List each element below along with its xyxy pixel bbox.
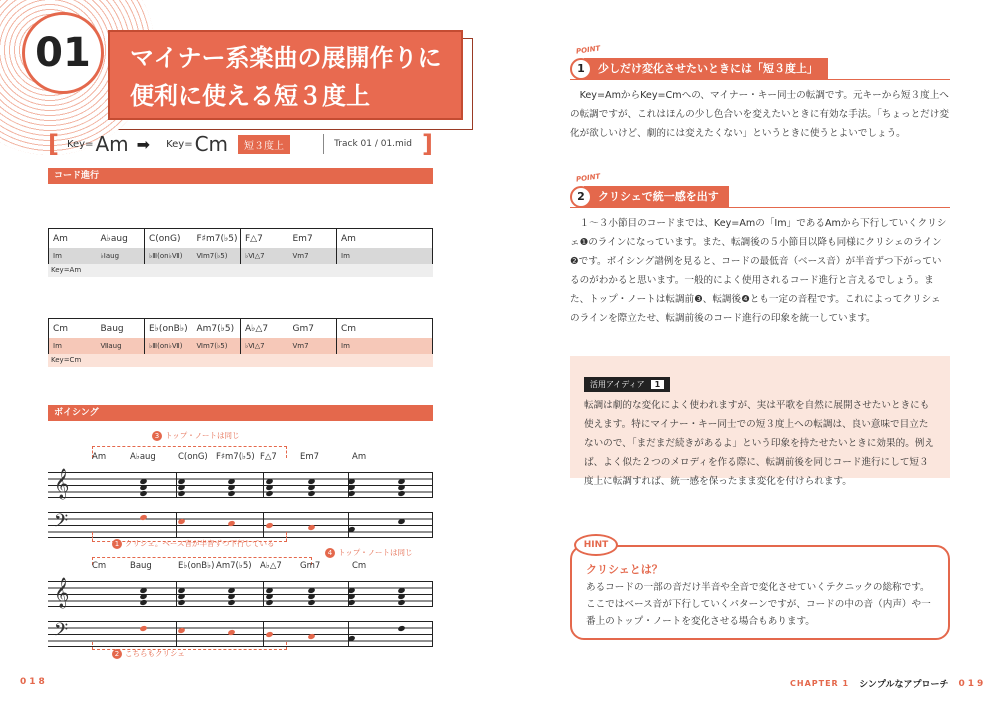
grid-cell: Ⅰm (53, 252, 62, 260)
page-number-left: 018 (20, 677, 48, 687)
grid-cell: Gm7 (292, 324, 314, 334)
bracket-right: ] (422, 130, 433, 158)
annotation-4 (325, 547, 413, 558)
staff-chord-label: Baug (130, 561, 152, 571)
grid-cell: Ⅴm7 (292, 252, 309, 260)
idea-text: 転調は劇的な変化によく使われますが、実は平歌を自然に展開させたいときにも使えます。特にマイナー・キー同士での短３度上への転調は、良い意味で目立たないので、「まだまだ続きがあるよ」という印象を持たせたいときに効果的。例えば、よく似た２つのメロディを作る際に、転調前後を同じコード進行にして短３度上に転調すれば、統一感を保ったまま変化を付けられます。 (584, 400, 934, 487)
bracket-left: [ (48, 130, 59, 158)
staff-chord-label: E♭(onB♭) (178, 561, 215, 571)
point-1-body (570, 86, 950, 143)
staff-chord-label: Gm7 (300, 561, 321, 571)
grid-cell: ♭Ⅲ(on♭Ⅶ) (149, 342, 183, 350)
staff1-chord-labels (48, 452, 433, 466)
grid-cell: Ⅰm (341, 252, 350, 260)
point-2-text: １〜３小節目のコードまでは、Key=Amの「Ⅰm」であるAmから下行していくクリシェ❶のラインになっています。また、転調後の５小節目以降も同様にクリシェのライン❷です。ボイシング譜例を見ると、コードの最低音（ベース音）が半音ずつ下がっているのがわかると思います。一般的によく使用されるコード進行と言えるでしょう。また、トップ・ノートは転調前❸、転調後❹とも一定の音程です。これによってクリシェのラインを際立たせ、転調前後のコード進行の印象を統一しています。 (570, 218, 947, 324)
staff-chord-label: Cm (352, 561, 367, 571)
annotation-1 (112, 538, 274, 549)
point-1-title: 少しだけ変化させたいときには「短３度上」 (584, 58, 828, 80)
key-from: Am (95, 132, 129, 156)
grid-cell: Am7(♭5) (196, 324, 235, 334)
hint-box (570, 540, 950, 640)
grid-cell: Am (341, 234, 356, 244)
staff-chord-label: A♭aug (130, 452, 156, 462)
bass-clef-icon: 𝄢 (54, 620, 69, 645)
grid1-key-label: Key=Am (48, 264, 433, 277)
grid-cell: F△7 (245, 234, 263, 244)
idea-tag-label: 活用アイディア (590, 380, 645, 389)
point-2-number: 2 (570, 186, 592, 208)
chapter-name: シンプルなアプローチ (859, 680, 949, 690)
arrow-right-icon: ➡ (136, 134, 151, 154)
voicing-staff-2 (48, 561, 433, 647)
title-line-2: 便利に使える短３度上 (130, 82, 370, 110)
annotation-3-text: トップ・ノートは同じ (165, 431, 240, 440)
staff-chord-label: Am7(♭5) (216, 561, 252, 571)
chord-grid-cm (48, 318, 433, 367)
chapter-label: CHAPTER 1 (790, 679, 850, 688)
annotation-3 (152, 430, 240, 441)
marker-4: 4 (325, 548, 335, 558)
section-voicing: ボイシング (48, 405, 433, 421)
idea-tag (584, 377, 670, 392)
point-2-header (570, 186, 950, 208)
treble-clef-icon: 𝄞 (54, 469, 70, 499)
grid-cell: Em7 (292, 234, 313, 244)
divider (323, 134, 324, 154)
key-to-prefix: Key= (166, 138, 193, 150)
right-page (500, 0, 1000, 709)
grid-cell: Ⅵm7(♭5) (196, 342, 228, 350)
treble-clef-icon: 𝄞 (54, 578, 70, 608)
annotation-1-text: クリシェ。ベース音が半音ずつ下行している (125, 539, 275, 548)
point-1-text: Key=AmからKey=Cmへの、マイナー・キー同士の転調です。元キーから短３度上への転調ですが、これはほんの少し色合いを変えたいときに有効な手法。「ちょっとだけ変化が欲しいけど、劇的には変えたくない」というときに使うとよいでしょう。 (570, 90, 949, 139)
key-from-prefix: Key= (66, 138, 94, 150)
grid1-degree-row (48, 248, 433, 264)
grid-cell: Baug (100, 324, 124, 334)
annotation-2 (112, 648, 185, 659)
staff-chord-label: A♭△7 (260, 561, 282, 571)
key-change-line (48, 130, 433, 158)
idea-tag-number: 1 (651, 380, 665, 389)
idea-box (570, 356, 950, 487)
marker-1: 1 (112, 539, 122, 549)
grid-cell: Cm (53, 324, 69, 334)
grid2-key-label: Key=Cm (48, 354, 433, 367)
grid-cell: ♭Ⅲ(on♭Ⅶ) (149, 252, 183, 260)
staff2-chord-labels (48, 561, 433, 575)
page-number-right: 019 (958, 678, 987, 689)
point-2-title: クリシェで統一感を出す (584, 186, 729, 208)
grid-cell: Ⅰm (341, 342, 350, 350)
point-1-number: 1 (570, 58, 592, 80)
point-label: POINT (575, 172, 601, 184)
grid-cell: C(onG) (149, 234, 181, 244)
grid-cell: Ⅶaug (100, 342, 122, 350)
grid-cell: Ⅴm7 (292, 342, 309, 350)
point-2-body (570, 214, 950, 328)
hint-title: クリシェとは？ (586, 563, 663, 576)
point-label: POINT (575, 44, 601, 56)
grid-cell: ♭Ⅵ△7 (245, 252, 265, 260)
grid-cell: A♭aug (100, 234, 128, 244)
grid-cell: Ⅰm (53, 342, 62, 350)
staff-chord-label: C(onG) (178, 452, 208, 462)
grid1-chords-row (48, 228, 433, 248)
chapter-number-badge: 01 (22, 12, 104, 94)
grid-cell: Ⅵm7(♭5) (196, 252, 228, 260)
point-1-header (570, 58, 950, 80)
section-chord-progression: コード進行 (48, 168, 433, 184)
grid2-chords-row (48, 318, 433, 338)
hint-tag: HINT (574, 534, 618, 556)
point-2 (570, 172, 950, 328)
staff-chord-label: F△7 (260, 452, 277, 462)
staff-chord-label: Em7 (300, 452, 320, 462)
chord-grid-am (48, 228, 433, 277)
interval-tag: 短３度上 (238, 135, 290, 154)
footer-right (790, 677, 986, 690)
grid-cell: A♭△7 (245, 324, 269, 334)
chapter-title-box (108, 30, 463, 120)
staff-chord-label: Am (352, 452, 367, 462)
grid-cell: Cm (341, 324, 357, 334)
marker-3: 3 (152, 431, 162, 441)
treble-staff-1 (48, 469, 433, 499)
annotation-2-text: こちらもクリシェ (125, 649, 185, 658)
track-label: Track 01 / 01.mid (334, 139, 413, 149)
grid-cell: F♯m7(♭5) (196, 234, 238, 244)
marker-2: 2 (112, 649, 122, 659)
staff-chord-label: Cm (92, 561, 107, 571)
voicing-staff-1 (48, 452, 433, 538)
key-to: Cm (194, 132, 229, 156)
hint-text: あるコードの一部の音だけ半音や全音で変化させていくテクニックの総称です。ここではベース音が下行していくパターンですが、コードの中の音（内声）や一番上のトップ・ノートを変化させる場合もあります。 (586, 582, 931, 627)
grid-cell: ♭Ⅰaug (100, 252, 120, 260)
title-line-1: マイナー系楽曲の展開作りに (130, 44, 442, 72)
treble-staff-2 (48, 578, 433, 608)
grid-cell: ♭Ⅵ△7 (245, 342, 265, 350)
point-1 (570, 44, 950, 143)
staff-chord-label: Am (92, 452, 107, 462)
grid-cell: E♭(onB♭) (149, 324, 188, 334)
grid2-degree-row (48, 338, 433, 354)
grid-cell: Am (53, 234, 68, 244)
bass-clef-icon: 𝄢 (54, 511, 69, 536)
annotation-4-text: トップ・ノートは同じ (338, 548, 413, 557)
staff-chord-label: F♯m7(♭5) (216, 452, 255, 462)
